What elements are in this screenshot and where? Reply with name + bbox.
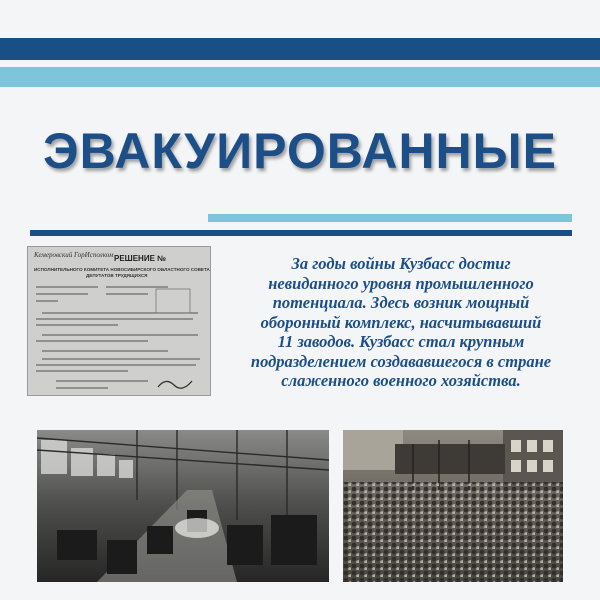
intro-line: 11 заводов. Кузбасс стал крупным	[277, 332, 525, 351]
crowd-rally-photo	[343, 430, 563, 582]
svg-text:ДЕПУТАТОВ ТРУДЯЩИХСЯ: ДЕПУТАТОВ ТРУДЯЩИХСЯ	[86, 273, 148, 278]
intro-line: За годы войны Кузбасс достиг	[291, 254, 511, 273]
intro-line: оборонный комплекс, насчитывавший	[260, 312, 542, 332]
archival-document-image	[27, 246, 211, 396]
page-title: ЭВАКУИРОВАННЫЕ	[43, 123, 557, 179]
top-light-stripe	[0, 67, 600, 87]
title-rule-light	[208, 214, 572, 222]
intro-paragraph	[222, 254, 580, 391]
title-rule-dark	[30, 230, 572, 236]
intro-line: потенциала. Здесь возник мощный	[272, 293, 530, 312]
svg-text:Кемеровский ГорИсполком: Кемеровский ГорИсполком	[34, 251, 114, 259]
intro-line: подразделением создававшегося в стране	[250, 351, 552, 371]
document-heading: РЕШЕНИЕ №	[114, 254, 167, 263]
intro-line: невиданного уровня промышленного	[268, 273, 534, 293]
top-dark-stripe	[0, 38, 600, 60]
svg-text:ИСПОЛНИТЕЛЬНОГО КОМИТЕТА НОВОС: ИСПОЛНИТЕЛЬНОГО КОМИТЕТА НОВОСИБИРСКОГО ОБЛАСТНОГО СОВЕТА	[34, 267, 210, 272]
factory-workshop-photo	[37, 430, 329, 582]
intro-line: слаженного военного хозяйства.	[281, 371, 521, 390]
